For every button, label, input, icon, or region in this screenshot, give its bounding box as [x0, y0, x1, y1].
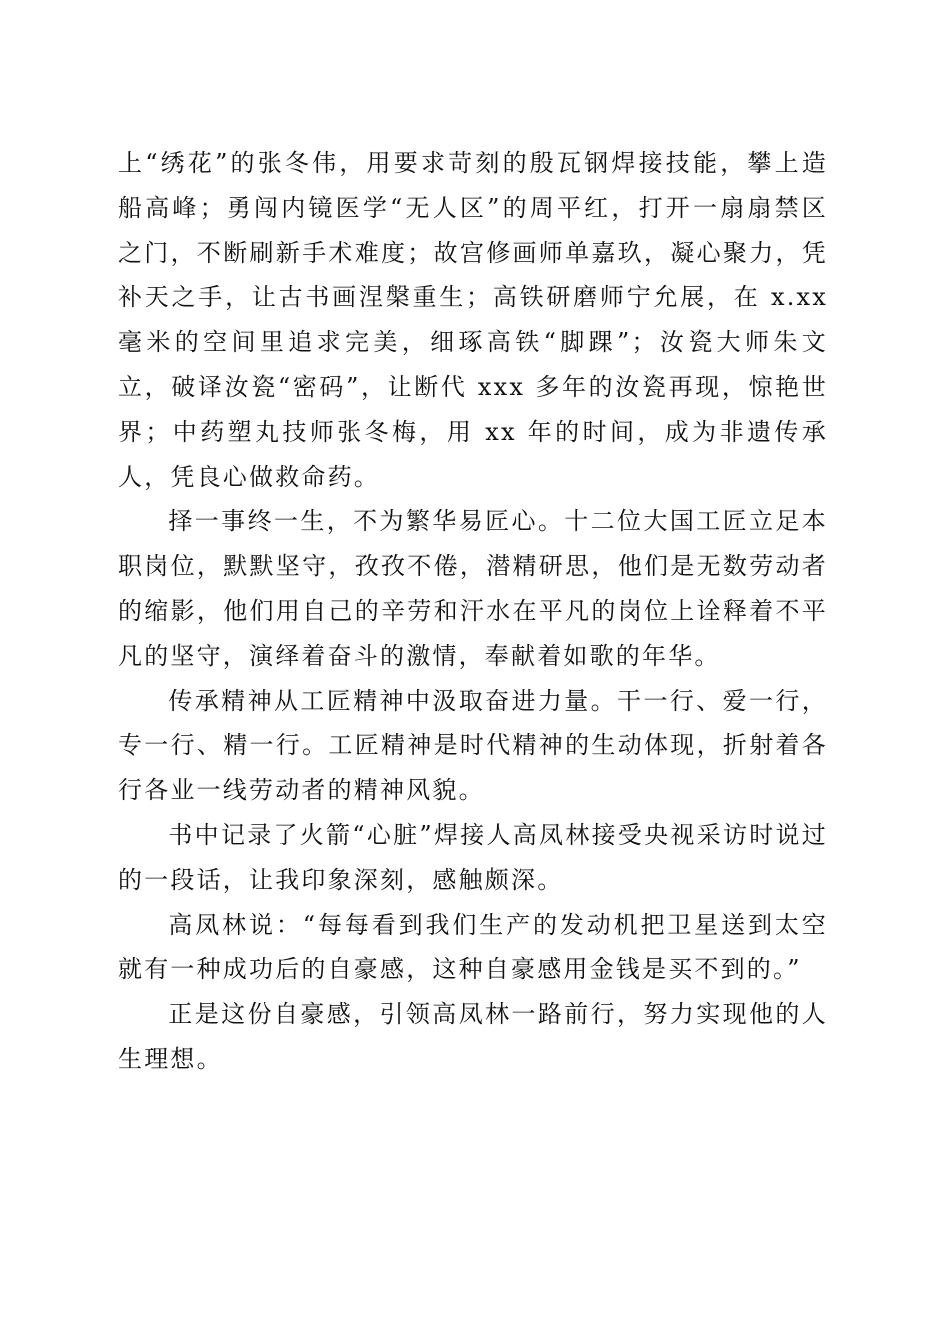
paragraph: 传承精神从工匠精神中汲取奋进力量。干一行、爱一行，专一行、精一行。工匠精神是时代精神的生动体现，折射着各行各业一线劳动者的精神风貌。 — [118, 686, 828, 805]
paragraph: 高凤林说：“每每看到我们生产的发动机把卫星送到太空就有一种成功后的自豪感，这种自豪感用金钱是买不到的。” — [118, 910, 828, 984]
paragraph: 正是这份自豪感，引领高凤林一路前行，努力实现他的人生理想。 — [118, 1000, 828, 1073]
paragraph: 书中记录了火箭“心脏”焊接人高凤林接受央视采访时说过的一段话，让我印象深刻，感触颇深。 — [118, 820, 828, 894]
paragraph-continued: 上“绣花”的张冬伟，用要求苛刻的殷瓦钢焊接技能，攀上造船高峰；勇闯内镜医学“无人区”的周平红，打开一扇扇禁区之门，不断刷新手术难度；故宫修画师单嘉玖，凝心聚力，凭补天之手，让古书画涅槃重生；高铁研磨师宁允展，在 x.xx 毫米的空间里追求完美，细琢高铁“脚踝”；汝瓷大师朱文立，破译汝瓷“密码”，让断代 xxx 多年的汝瓷再现，惊艳世界；中药塑丸技师张冬梅，用 xx 年的时间，成为非遗传承人，凭良心做救命药。 — [118, 149, 828, 491]
paragraph: 择一事终一生，不为繁华易匠心。十二位大国工匠立足本职岗位，默默坚守，孜孜不倦，潜精研思，他们是无数劳动者的缩影，他们用自己的辛劳和汗水在平凡的岗位上诠释着不平凡的坚守，演绎着奋斗的激情，奉献着如歌的年华。 — [118, 507, 828, 670]
document-body — [118, 141, 828, 1082]
